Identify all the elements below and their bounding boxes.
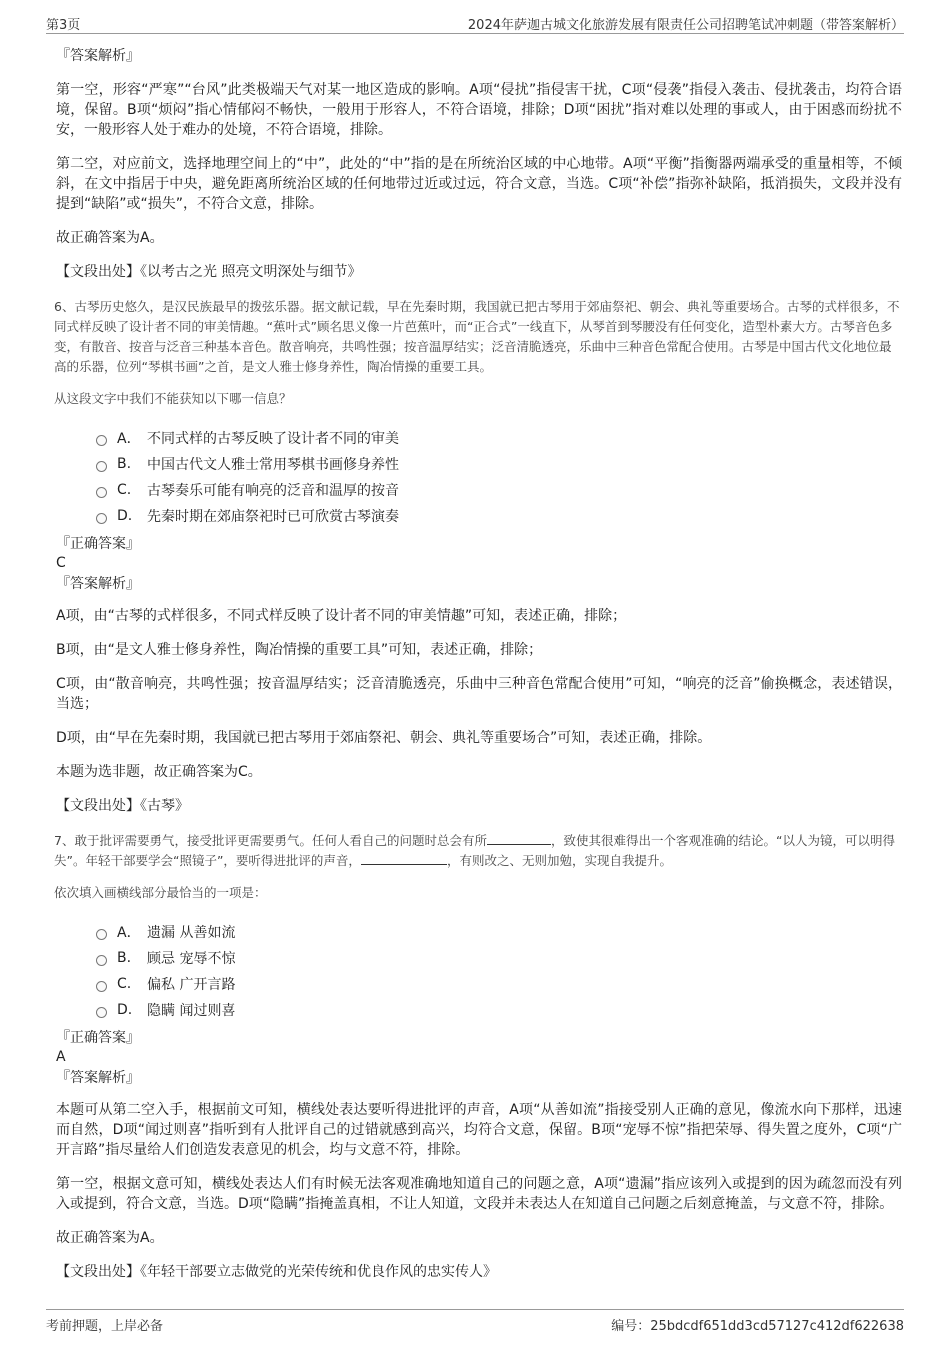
page-content bbox=[56, 46, 902, 1297]
q5-explanation-para-2: 第二空，对应前文，选择地理空间上的“中”，此处的“中”指的是在所统治区域的中心地带。A项“平衡”指衡器两端承受的重量相等，不倾斜，在文中指居于中央，避免距离所统治区域的任何地带过近或过远，符合文意，当选。C项“补偿”指弥补缺陷，抵消损失，文段并没有提到“缺陷”或“损失”，不符合文意，排除。 bbox=[56, 156, 902, 212]
option-letter: B. bbox=[117, 456, 132, 472]
q6-option-d[interactable] bbox=[96, 503, 902, 529]
option-label: 隐瞒 闻过则喜 bbox=[147, 1003, 236, 1019]
q7-text-part-3: ，有则改之、无则加勉，实现自我提升。 bbox=[446, 853, 672, 868]
option-letter: C. bbox=[117, 482, 132, 498]
q6-options bbox=[96, 425, 902, 529]
radio-icon[interactable] bbox=[96, 435, 107, 446]
option-letter: B. bbox=[117, 950, 132, 966]
q7-explanation-para-2: 第一空，根据文意可知，横线处表达人们有时候无法客观准确地知道自己的问题之意，A项“遗漏”指应该列入或提到的因为疏忽而没有列入或提到，符合文意，当选。D项“隐瞒”指掩盖真相，不让人知道，文段并未表达人在知道自己问题之后刻意掩盖，与文意不符，排除。 bbox=[56, 1176, 902, 1212]
radio-icon[interactable] bbox=[96, 929, 107, 940]
q6-option-a[interactable] bbox=[96, 425, 902, 451]
q5-conclusion: 故正确答案为A。 bbox=[56, 230, 164, 246]
footer-slogan: 考前押题，上岸必备 bbox=[46, 1319, 164, 1334]
q7-text-part-1: 7、敢于批评需要勇气，接受批评更需要勇气。任何人看自己的问题时总会有所 bbox=[54, 833, 487, 848]
q6-conclusion: 本题为选非题，故正确答案为C。 bbox=[56, 764, 262, 780]
radio-icon[interactable] bbox=[96, 981, 107, 992]
option-letter: A． bbox=[117, 925, 141, 941]
q6-answer-heading: 『正确答案』 bbox=[56, 536, 140, 552]
q7-option-b[interactable] bbox=[96, 945, 902, 971]
option-letter: D. bbox=[117, 1002, 133, 1018]
q6-question-prompt: 从这段文字中我们不能获知以下哪一信息？ bbox=[54, 391, 292, 406]
radio-icon[interactable] bbox=[96, 461, 107, 472]
fill-blank-2 bbox=[361, 853, 447, 865]
q7-options bbox=[96, 919, 902, 1023]
q5-explanation-heading: 『答案解析』 bbox=[56, 48, 140, 64]
q6-question-text: 6、古琴历史悠久，是汉民族最早的拨弦乐器。据文献记载，早在先秦时期，我国就已把古琴用于郊庙祭祀、朝会、典礼等重要场合。古琴的式样很多，不同式样反映了设计者不同的审美情趣。“蕉叶式”顾名思义像一片芭蕉叶，而“正合式”一线直下，从琴首到琴腰没有任何变化，造型朴素大方。古琴音色多变，有散音、按音与泛音三种基本音色。散音响亮，共鸣性强；按音温厚结实；泛音清脆透亮，乐曲中三种音色常配合使用。古琴是中国古代文化地位最高的乐器，位列“琴棋书画”之首，是文人雅士修身养性，陶冶情操的重要工具。 bbox=[54, 299, 900, 374]
q7-text-part-2: ，致使其很难得出一个客观准确的结论。“以人为镜，可以明得失”。年轻干部要学会“照镜子”，要听得进批评的声音， bbox=[54, 833, 895, 868]
q7-explanation-para-1: 本题可从第二空入手，根据前文可知，横线处表达要听得进批评的声音，A项“从善如流”指接受别人正确的意见，像流水向下那样，迅速而自然，D项“闻过则喜”指听到有人批评自己的过错就感到高兴，均符合文意，保留。B项“宠辱不惊”指把荣辱、得失置之度外，C项“广开言路”指尽量给人们创造发表意见的机会，均与文意不符，排除。 bbox=[56, 1102, 902, 1158]
q7-answer-heading: 『正确答案』 bbox=[56, 1030, 140, 1046]
q5-explanation-para-1: 第一空，形容“严寒”“台风”此类极端天气对某一地区造成的影响。A项“侵扰”指侵害干扰，C项“侵袭”指侵入袭击、侵扰袭击，均符合语境，保留。B项“烦闷”指心情郁闷不畅快，一般用于形容人，不符合语境，排除；D项“困扰”指对难以处理的事或人，由于困惑而纷扰不安，一般形容人处于难办的处境，不符合语境，排除。 bbox=[56, 82, 902, 138]
q6-answer-value: C bbox=[56, 555, 66, 571]
radio-icon[interactable] bbox=[96, 1007, 107, 1018]
option-label: 中国古代文人雅士常用琴棋书画修身养性 bbox=[147, 457, 399, 473]
q6-source: 【文段出处】《古琴》 bbox=[56, 798, 189, 814]
q7-question-text bbox=[54, 831, 902, 871]
document-serial: 编号：25bdcdf651dd3cd57127c412df622638 bbox=[611, 1319, 904, 1334]
q6-explanation-c: C项，由“散音响亮，共鸣性强；按音温厚结实；泛音清脆透亮，乐曲中三种音色常配合使用”可知，“响亮的泛音”偷换概念，表述错误，当选； bbox=[56, 676, 902, 712]
option-label: 偏私 广开言路 bbox=[147, 977, 236, 993]
q6-explanation-d: D项，由“早在先秦时期，我国就已把古琴用于郊庙祭祀、朝会、典礼等重要场合”可知，表述正确，排除。 bbox=[56, 730, 712, 746]
q7-question-prompt: 依次填入画横线部分最恰当的一项是： bbox=[54, 885, 267, 900]
option-label: 不同式样的古琴反映了设计者不同的审美 bbox=[147, 431, 399, 447]
q6-option-c[interactable] bbox=[96, 477, 902, 503]
page-header bbox=[46, 12, 904, 34]
fill-blank-1 bbox=[487, 833, 551, 845]
q7-answer-value: A bbox=[56, 1049, 66, 1065]
radio-icon[interactable] bbox=[96, 513, 107, 524]
option-letter: D. bbox=[117, 508, 133, 524]
q7-conclusion: 故正确答案为A。 bbox=[56, 1230, 164, 1246]
q6-explanation-b: B项，由“是文人雅士修身养性，陶冶情操的重要工具”可知，表述正确，排除； bbox=[56, 642, 543, 658]
option-label: 遗漏 从善如流 bbox=[147, 925, 236, 941]
q5-source: 【文段出处】《以考古之光 照亮文明深处与细节》 bbox=[56, 264, 362, 280]
option-letter: A． bbox=[117, 431, 141, 447]
option-label: 顾忌 宠辱不惊 bbox=[147, 951, 236, 967]
q6-explanation-heading: 『答案解析』 bbox=[56, 576, 140, 592]
radio-icon[interactable] bbox=[96, 487, 107, 498]
document-title: 2024年萨迦古城文化旅游发展有限责任公司招聘笔试冲刺题（带答案解析） bbox=[467, 18, 904, 33]
radio-icon[interactable] bbox=[96, 955, 107, 966]
q6-explanation-a: A项，由“古琴的式样很多，不同式样反映了设计者不同的审美情趣”可知，表述正确，排除； bbox=[56, 608, 627, 624]
option-letter: C. bbox=[117, 976, 132, 992]
q6-option-b[interactable] bbox=[96, 451, 902, 477]
option-label: 古琴奏乐可能有响亮的泛音和温厚的按音 bbox=[147, 483, 399, 499]
option-label: 先秦时期在郊庙祭祀时已可欣赏古琴演奏 bbox=[147, 509, 399, 525]
q7-option-c[interactable] bbox=[96, 971, 902, 997]
q7-option-a[interactable] bbox=[96, 919, 902, 945]
q7-option-d[interactable] bbox=[96, 997, 902, 1023]
page-footer bbox=[46, 1309, 904, 1334]
q7-source: 【文段出处】《年轻干部要立志做党的光荣传统和优良作风的忠实传人》 bbox=[56, 1264, 497, 1280]
page-number: 第3页 bbox=[46, 18, 81, 33]
q7-explanation-heading: 『答案解析』 bbox=[56, 1070, 140, 1086]
